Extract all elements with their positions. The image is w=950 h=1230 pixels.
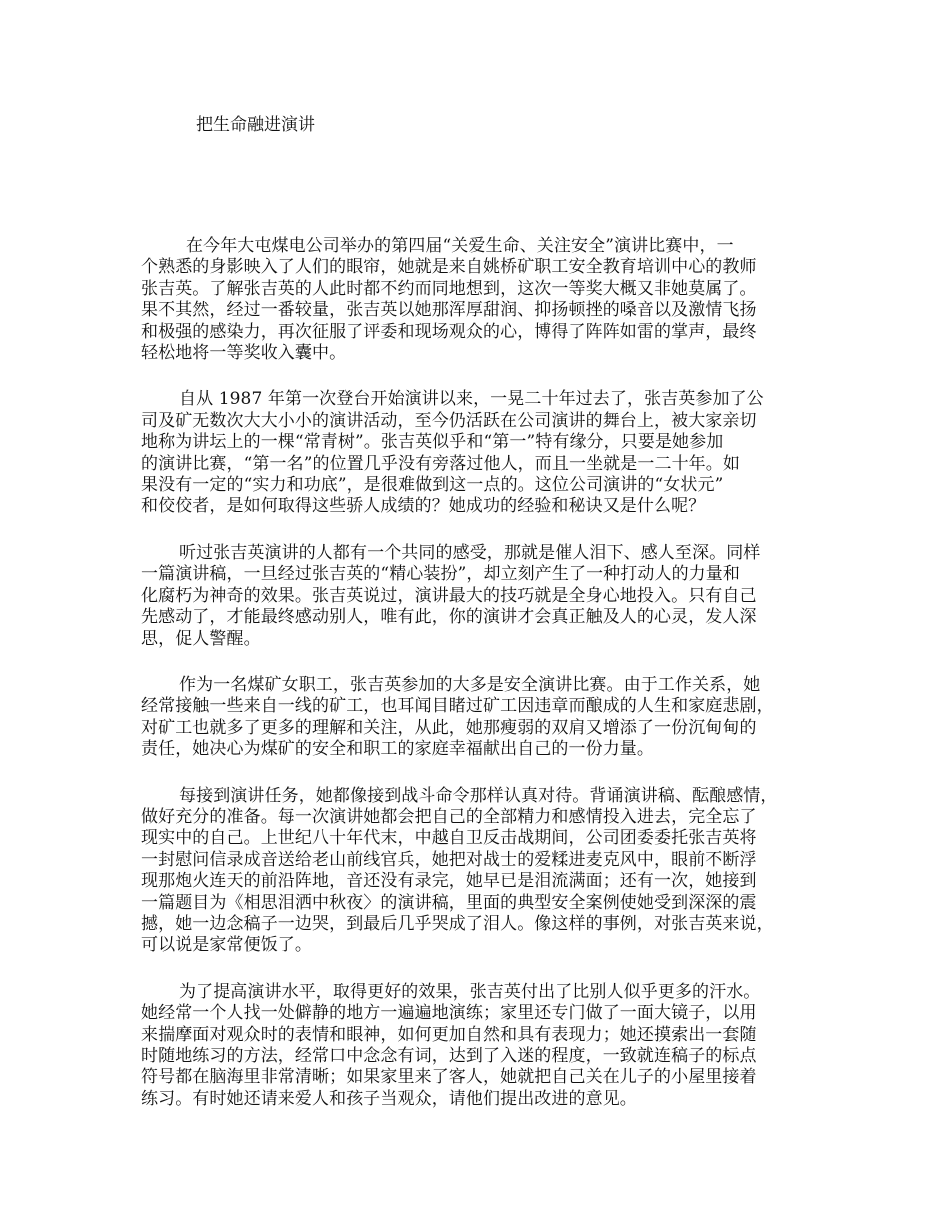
paragraph-line: 在今年大屯煤电公司举办的第四届“关爱生命、关注安全”演讲比赛中，一 (186, 236, 734, 256)
paragraph-line: 的演讲比赛，“第一名”的位置几乎没有旁落过他人，而且一坐就是一二十年。如 (141, 453, 740, 474)
paragraph-line: 司及矿无数次大大小小的演讲活动，至今仍活跃在公司演讲的舞台上，被大家亲切 (141, 410, 757, 431)
paragraph-line: 练习。有时她还请来爱人和孩子当观众，请他们提出改进的意见。 (141, 1088, 637, 1109)
paragraph-1 (141, 236, 821, 364)
paragraph-line: 责任，她决心为煤矿的安全和职工的家庭幸福献出自己的一份力量。 (141, 739, 654, 760)
document-title: 把生命融进演讲 (196, 115, 315, 135)
paragraph-line: 现实中的自己。上世纪八十年代末，中越自卫反击战期间，公司团委委托张吉英将 (141, 828, 757, 849)
paragraph-2 (141, 389, 821, 517)
paragraph-line: 和极强的感染力，再次征服了评委和现场观众的心，博得了阵阵如雷的掌声，最终 (141, 321, 757, 342)
paragraph-line: 先感动了，才能最终感动别人，唯有此，你的演讲才会真正触及人的心灵，发人深 (141, 607, 757, 628)
paragraph-line: 可以说是家常便饭了。 (141, 935, 312, 956)
paragraph-line: 符号都在脑海里非常清晰；如果家里来了客人，她就把自己关在儿子的小屋里接着 (141, 1067, 757, 1088)
paragraph-4 (141, 675, 821, 761)
paragraph-line: 化腐朽为神奇的效果。张吉英说过，演讲最大的技巧就是全身心地投入。只有自己 (141, 585, 757, 606)
paragraph-line: 果没有一定的“实力和功底”，是很难做到这一点的。这位公司演讲的“女状元” (141, 475, 724, 496)
paragraph-line: 撼，她一边念稿子一边哭，到最后几乎哭成了泪人。像这样的事例，对张吉英来说， (141, 913, 774, 934)
paragraph-line: 轻松地将一等奖收入囊中。 (141, 343, 347, 364)
paragraph-line: 思，促人警醒。 (141, 628, 261, 649)
paragraph-line: 自从 1987 年第一次登台开始演讲以来，一晃二十年过去了，张吉英参加了公 (179, 389, 764, 410)
paragraph-line: 果不其然，经过一番较量，张吉英以她那浑厚甜润、抑扬顿挫的嗓音以及激情飞扬 (141, 300, 757, 321)
paragraph-6 (141, 982, 821, 1110)
paragraph-line: 一封慰问信录成音送给老山前线官兵，她把对战士的爱糅进麦克风中，眼前不断浮 (141, 849, 757, 870)
paragraph-3 (141, 543, 821, 650)
paragraph-line: 来揣摩面对观众时的表情和眼神，如何更加自然和具有表现力；她还摸索出一套随 (141, 1024, 757, 1045)
paragraph-line: 经常接触一些来自一线的矿工，也耳闻目睹过矿工因违章而酿成的人生和家庭悲剧， (141, 696, 774, 717)
paragraph-line: 作为一名煤矿女职工，张吉英参加的大多是安全演讲比赛。由于工作关系，她 (179, 674, 761, 695)
paragraph-line: 时随地练习的方法，经常口中念念有词，达到了入迷的程度，一致就连稿子的标点 (141, 1046, 757, 1066)
paragraph-5 (141, 786, 821, 957)
paragraph-line: 她经常一个人找一处僻静的地方一遍遍地演练；家里还专门做了一面大镜子，以用 (141, 1003, 757, 1024)
paragraph-line: 张吉英。了解张吉英的人此时都不约而同地想到，这次一等奖大概又非她莫属了。 (141, 278, 757, 299)
paragraph-line: 每接到演讲任务，她都像接到战斗命令那样认真对待。背诵演讲稿、酝酿感情， (179, 785, 778, 806)
paragraph-line: 个熟悉的身影映入了人们的眼帘，她就是来自姚桥矿职工安全教育培训中心的教师 (141, 257, 757, 278)
paragraph-line: 地称为讲坛上的一棵“常青树”。张吉英似乎和“第一”特有缘分，只要是她参加 (141, 432, 724, 453)
paragraph-line: 一篇题目为《相思泪洒中秋夜〉的演讲稿，里面的典型安全案例使她受到深深的震 (141, 892, 757, 913)
paragraph-line: 一篇演讲稿，一旦经过张吉英的“精心装扮”，却立刻产生了一种打动人的力量和 (141, 564, 740, 585)
document-body (141, 236, 821, 1135)
paragraph-line: 做好充分的准备。每一次演讲她都会把自己的全部精力和感情投入进去，完全忘了 (141, 806, 757, 827)
paragraph-line: 为了提高演讲水平，取得更好的效果，张吉英付出了比别人似乎更多的汗水。 (179, 981, 761, 1002)
paragraph-line: 现那炮火连天的前沿阵地，音还没有录完，她早已是泪流满面；还有一次，她接到 (141, 871, 757, 892)
paragraph-line: 对矿工也就多了更多的理解和关注，从此，她那瘦弱的双肩又增添了一份沉甸甸的 (141, 717, 757, 738)
paragraph-line: 和佼佼者，是如何取得这些骄人成绩的？她成功的经验和秘诀又是什么呢？ (141, 496, 706, 517)
paragraph-line: 听过张吉英演讲的人都有一个共同的感受，那就是催人泪下、感人至深。同样 (179, 542, 761, 563)
